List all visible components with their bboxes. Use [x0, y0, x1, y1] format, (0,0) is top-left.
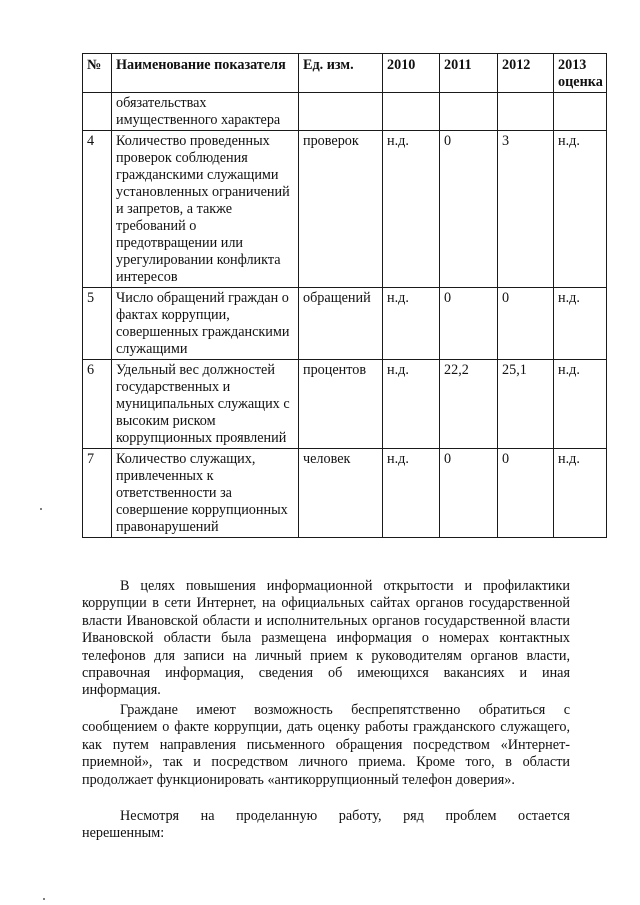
cell-2010: н.д.	[383, 449, 440, 538]
cell-name: обязательствах имущественного характера	[112, 93, 299, 131]
table-header-row	[83, 54, 607, 93]
table-row	[83, 449, 607, 538]
cell-unit: человек	[299, 449, 383, 538]
header-unit: Ед. изм.	[299, 54, 383, 93]
paragraph-citizens	[82, 702, 570, 789]
cell-unit: обращений	[299, 288, 383, 360]
paragraph-text: Граждане имеют возможность беспрепятственно обратиться с сообщением о факте коррупции, дать оценку работы гражданского служащего, как путем направления письменного обращения посредством «Интернет-приемной», так и посредством личного приема. Кроме того, в области продолжает функционировать «антикоррупционный телефон доверия».	[82, 702, 570, 788]
cell-num	[83, 93, 112, 131]
cell-2012: 0	[498, 288, 554, 360]
cell-name: Количество служащих, привлеченных к ответственности за совершение коррупционных правонарушений	[112, 449, 299, 538]
paragraph-openness	[82, 578, 570, 700]
header-2010: 2010	[383, 54, 440, 93]
paragraph-text: В целях повышения информационной открытости и профилактики коррупции в сети Интернет, на официальных сайтах органов государственной власти Ивановской области и исполнительных органов государственной власти Ивановской области была размещена информация о номерах контактных телефонов для записи на личный прием к руководителям органов власти, справочная информация, сведения об имеющихся вакансиях и иная информация.	[82, 578, 570, 699]
cell-name: Удельный вес должностей государственных и муниципальных служащих с высоким риском коррупционных проявлений	[112, 360, 299, 449]
paragraph-line-end: нерешенным:	[82, 825, 165, 842]
table-row	[83, 131, 607, 288]
word: работу,	[338, 808, 382, 824]
word: ряд	[403, 808, 424, 824]
cell-unit: проверок	[299, 131, 383, 288]
cell-2011	[440, 93, 498, 131]
cell-2012	[498, 93, 554, 131]
cell-unit: процентов	[299, 360, 383, 449]
cell-2013: н.д.	[554, 360, 607, 449]
cell-num: 6	[83, 360, 112, 449]
word: проделанную	[236, 808, 318, 824]
cell-name: Число обращений граждан о фактах коррупции, совершенных гражданскими служащими	[112, 288, 299, 360]
word: проблем	[445, 808, 497, 824]
table-row	[83, 93, 607, 131]
scan-speck	[40, 508, 42, 510]
table-row	[83, 288, 607, 360]
cell-2010: н.д.	[383, 131, 440, 288]
cell-name: Количество проведенных проверок соблюдения гражданскими служащими установленных ограничений и запретов, а также требований о предотвращении или урегулировании конфликта интересов	[112, 131, 299, 288]
word: на	[200, 808, 215, 824]
cell-2013	[554, 93, 607, 131]
cell-2012: 3	[498, 131, 554, 288]
cell-2012: 0	[498, 449, 554, 538]
cell-2010: н.д.	[383, 360, 440, 449]
table-row	[83, 360, 607, 449]
header-2011: 2011	[440, 54, 498, 93]
header-num: №	[83, 54, 112, 93]
cell-num: 5	[83, 288, 112, 360]
cell-2011: 0	[440, 288, 498, 360]
cell-2013: н.д.	[554, 449, 607, 538]
cell-num: 4	[83, 131, 112, 288]
header-name: Наименование показателя	[112, 54, 299, 93]
header-2013: 2013 оценка	[554, 54, 607, 93]
cell-2011: 0	[440, 131, 498, 288]
word: остается	[518, 808, 570, 824]
indicators-table	[82, 53, 607, 538]
cell-2010	[383, 93, 440, 131]
cell-2011: 22,2	[440, 360, 498, 449]
paragraph-problems	[82, 808, 570, 843]
paragraph-line	[82, 808, 570, 825]
cell-2013: н.д.	[554, 288, 607, 360]
scan-speck	[43, 898, 45, 900]
header-2012: 2012	[498, 54, 554, 93]
cell-2013: н.д.	[554, 131, 607, 288]
cell-2012: 25,1	[498, 360, 554, 449]
word: Несмотря	[120, 808, 180, 824]
cell-unit	[299, 93, 383, 131]
cell-2011: 0	[440, 449, 498, 538]
cell-2010: н.д.	[383, 288, 440, 360]
cell-num: 7	[83, 449, 112, 538]
